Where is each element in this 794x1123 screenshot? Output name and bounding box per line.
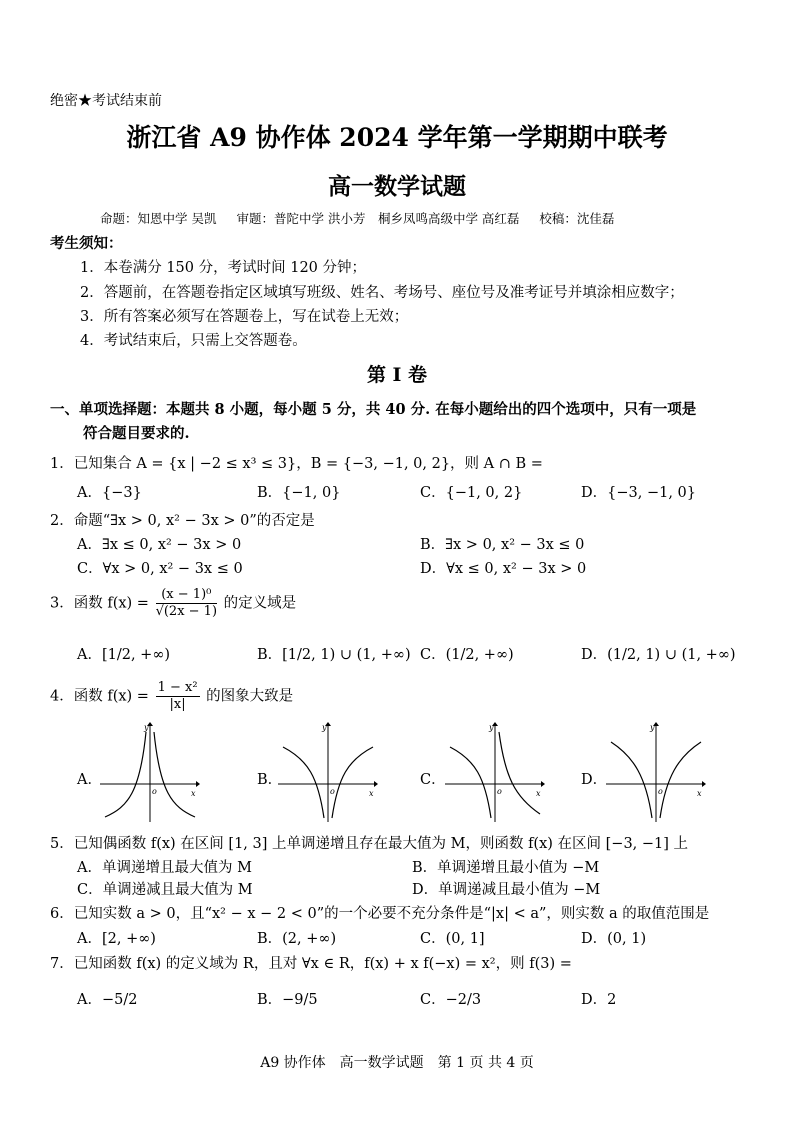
- curve-left: [283, 747, 324, 818]
- x-label: x: [697, 789, 702, 798]
- x-axis-arrow: [196, 781, 200, 787]
- author-proofreader: 校稿：沈佳磊: [539, 211, 615, 226]
- q3-frac-den: √(2x − 1): [155, 604, 218, 619]
- question-2-stem: 2．命题“∃x > 0, x² − 3x > 0”的否定是: [50, 513, 315, 529]
- page-subtitle: 高一数学试题: [328, 173, 466, 200]
- q4-stem-prefix: 4．函数 f(x) =: [50, 688, 149, 705]
- page-footer: A9 协作体 高一数学试题 第 1 页 共 4 页: [260, 1055, 534, 1071]
- q5-option-c: C．单调递减且最大值为 M: [77, 882, 253, 898]
- curve-left: [450, 747, 491, 818]
- y-label: y: [489, 723, 494, 732]
- q6-option-d: D．(0, 1): [581, 931, 647, 947]
- notice-item: 2．答题前，在答题卷指定区域填写班级、姓名、考场号、座位号及准考证号并填涂相应数字；: [80, 285, 684, 301]
- volume-heading: 第 I 卷: [366, 364, 428, 386]
- graph-a: [100, 722, 200, 822]
- q2-option-b: B．∃x > 0, x² − 3x ≤ 0: [420, 537, 585, 553]
- q7-option-a: A．−5/2: [77, 992, 138, 1008]
- graph-d: [606, 722, 706, 822]
- q4-stem-suffix: 的图象大致是: [206, 688, 294, 705]
- x-label: x: [536, 789, 541, 798]
- q6-option-c: C．(0, 1]: [420, 931, 485, 947]
- authors-line: [100, 209, 630, 227]
- origin-label: o: [497, 787, 502, 796]
- curve-left: [611, 742, 652, 818]
- q3-frac-num: (x − 1)⁰: [156, 587, 217, 604]
- q5-option-b: B．单调递增且最小值为 −M: [412, 860, 600, 876]
- q6-option-b: B．(2, +∞): [257, 931, 337, 947]
- q7-option-d: D．2: [581, 992, 617, 1008]
- question-1-stem: 1．已知集合 A = {x | −2 ≤ x³ ≤ 3}，B = {−3, −1, 0, 2}，则 A ∩ B =: [50, 456, 543, 472]
- q1-option-d: D．{−3, −1, 0}: [581, 485, 696, 501]
- q3-option-a: A．[1/2, +∞): [77, 647, 171, 663]
- notice-item: 3．所有答案必须写在答题卷上，写在试卷上无效；: [80, 309, 409, 325]
- q2-option-a: A．∃x ≤ 0, x² − 3x > 0: [77, 537, 242, 553]
- origin-label: o: [330, 787, 335, 796]
- q6-option-a: A．[2, +∞): [77, 931, 156, 947]
- q5-option-d: D．单调递减且最小值为 −M: [412, 882, 601, 898]
- notice-item: 1．本卷满分 150 分，考试时间 120 分钟；: [80, 260, 367, 276]
- q5-option-a: A．单调递增且最大值为 M: [77, 860, 252, 876]
- author-setter: 命题：知恩中学 吴凯: [100, 211, 217, 226]
- section-heading-cont: 符合题目要求的.: [83, 425, 190, 442]
- question-4-stem: [50, 680, 293, 713]
- section-heading: 一、单项选择题：本题共 8 小题，每小题 5 分，共 40 分. 在每小题给出的四个选项中，只有一项是: [50, 401, 697, 418]
- q3-fraction: [156, 587, 217, 620]
- x-axis-arrow: [374, 781, 378, 787]
- curve-right: [154, 732, 195, 817]
- x-axis-arrow: [702, 781, 706, 787]
- page-title: 浙江省 A9 协作体 2024 学年第一学期期中联考: [126, 123, 668, 152]
- q3-option-c: C．(1/2, +∞): [420, 647, 514, 663]
- q3-option-b: B．[1/2, 1) ∪ (1, +∞): [257, 647, 411, 663]
- x-label: x: [191, 789, 196, 798]
- graph-b: [278, 722, 378, 822]
- origin-label: o: [152, 787, 157, 796]
- curve-right: [332, 747, 373, 818]
- q4-option-d: D．: [581, 772, 608, 788]
- q2-option-c: C．∀x > 0, x² − 3x ≤ 0: [77, 561, 243, 577]
- curve-right: [499, 732, 540, 814]
- q4-frac-den: |x|: [169, 697, 186, 712]
- origin-label: o: [658, 787, 663, 796]
- question-6-stem: 6．已知实数 a > 0，且“x² − x − 2 < 0”的一个必要不充分条件是“|x| < a”，则实数 a 的取值范围是: [50, 906, 710, 922]
- y-label: y: [322, 723, 327, 732]
- y-label: y: [144, 723, 149, 732]
- q7-option-c: C．−2/3: [420, 992, 482, 1008]
- question-3-stem: [50, 587, 296, 620]
- q4-option-b: B．: [257, 772, 283, 788]
- q4-option-a: A．: [77, 772, 102, 788]
- y-label: y: [650, 723, 655, 732]
- q3-stem-suffix: 的定义域是: [223, 595, 297, 612]
- graph-c: [445, 722, 545, 822]
- question-7-stem: 7．已知函数 f(x) 的定义域为 R，且对 ∀x ∈ R，f(x) + x f(−x) = x²，则 f(3) =: [50, 956, 572, 972]
- q2-option-d: D．∀x ≤ 0, x² − 3x > 0: [420, 561, 587, 577]
- q4-frac-num: 1 − x²: [157, 680, 198, 695]
- secret-label: 绝密★考试结束前: [50, 93, 162, 109]
- q1-option-a: A．{−3}: [77, 485, 142, 501]
- q3-option-d: D．(1/2, 1) ∪ (1, +∞): [581, 647, 736, 663]
- author-reviewer: 审题：普陀中学 洪小芳 桐乡凤鸣高级中学 高红磊: [236, 211, 520, 226]
- q1-option-c: C．{−1, 0, 2}: [420, 485, 523, 501]
- x-label: x: [369, 789, 374, 798]
- q1-option-b: B．{−1, 0}: [257, 485, 341, 501]
- question-5-stem: 5．已知偶函数 f(x) 在区间 [1, 3] 上单调递增且存在最大值为 M，则函数 f(x) 在区间 [−3, −1] 上: [50, 836, 689, 852]
- curve-left: [105, 732, 146, 817]
- curve-right: [660, 742, 701, 818]
- x-axis-arrow: [541, 781, 545, 787]
- notice-item: 4．考试结束后，只需上交答题卷。: [80, 333, 307, 349]
- q7-option-b: B．−9/5: [257, 992, 318, 1008]
- q4-option-c: C．: [420, 772, 446, 788]
- q3-stem-prefix: 3．函数 f(x) =: [50, 595, 149, 612]
- notice-heading: 考生须知：: [50, 235, 123, 252]
- q4-fraction: [156, 680, 200, 713]
